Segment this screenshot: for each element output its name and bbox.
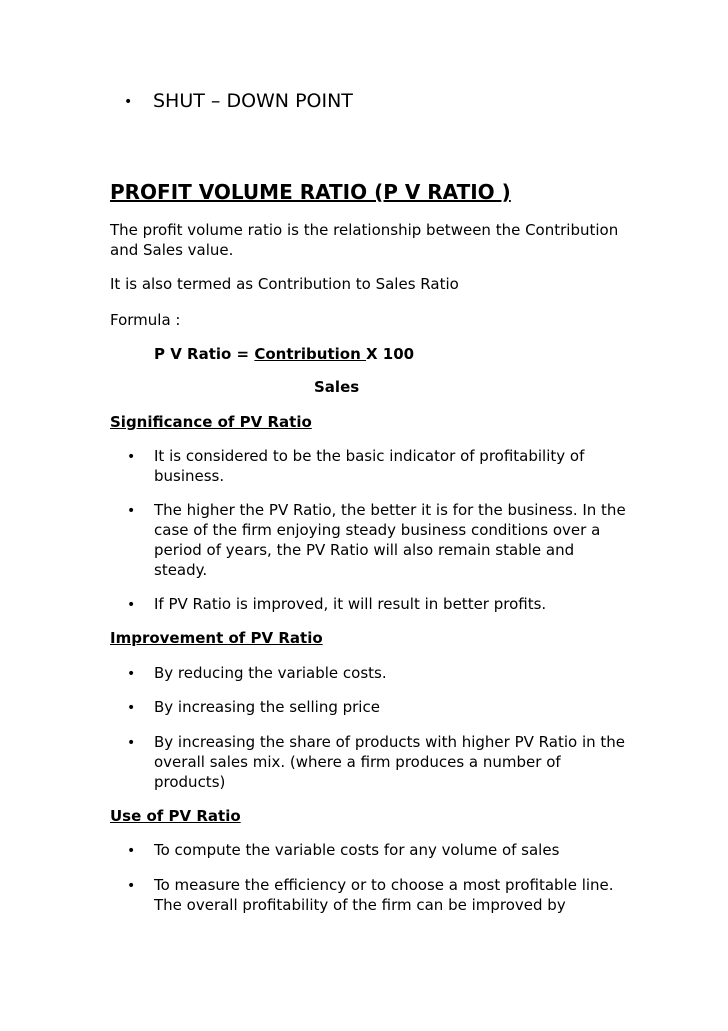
also-termed-text: It is also termed as Contribution to Sales Ratio — [110, 275, 459, 293]
list-item-line: To compute the variable costs for any volume of sales — [154, 841, 560, 859]
list-item-line: overall sales mix. (where a firm produces a number of — [154, 753, 561, 771]
page-title: PROFIT VOLUME RATIO (P V RATIO ) — [110, 180, 511, 204]
list-item-line: If PV Ratio is improved, it will result in better profits. — [154, 595, 547, 613]
bullet-icon: • — [127, 666, 136, 682]
list-item-line: The overall profitability of the firm can be improved by — [154, 896, 566, 914]
formula-multiplier: X 100 — [366, 345, 415, 363]
bullet-icon: • — [124, 94, 133, 110]
significance-heading: Significance of PV Ratio — [110, 413, 312, 431]
list-item-line: By reducing the variable costs. — [154, 664, 387, 682]
formula-numerator: Contribution — [254, 345, 366, 363]
bullet-icon: • — [127, 878, 136, 894]
formula-label: Formula : — [110, 311, 181, 329]
bullet-icon: • — [127, 503, 136, 519]
formula — [154, 344, 414, 364]
list-item-line: By increasing the share of products with higher PV Ratio in the — [154, 733, 625, 751]
intro-line-2: and Sales value. — [110, 241, 234, 259]
bullet-icon: • — [127, 843, 136, 859]
improvement-heading: Improvement of PV Ratio — [110, 629, 323, 647]
bullet-icon: • — [127, 597, 136, 613]
top-bullet-text: SHUT – DOWN POINT — [153, 90, 353, 112]
list-item-line: It is considered to be the basic indicator of profitability of — [154, 447, 585, 465]
list-item-line: steady. — [154, 561, 208, 579]
formula-denominator: Sales — [314, 378, 360, 396]
list-item-line: period of years, the PV Ratio will also remain stable and — [154, 541, 575, 559]
bullet-icon: • — [127, 700, 136, 716]
list-item-line: business. — [154, 467, 225, 485]
list-item-line: products) — [154, 773, 226, 791]
list-item-line: case of the firm enjoying steady business conditions over a — [154, 521, 601, 539]
list-item-line: To measure the efficiency or to choose a most profitable line. — [154, 876, 614, 894]
use-heading: Use of PV Ratio — [110, 807, 241, 825]
intro-line-1: The profit volume ratio is the relationship between the Contribution — [110, 221, 619, 239]
bullet-icon: • — [127, 449, 136, 465]
bullet-icon: • — [127, 735, 136, 751]
formula-lhs: P V Ratio = — [154, 345, 255, 363]
list-item-line: By increasing the selling price — [154, 698, 380, 716]
list-item-line: The higher the PV Ratio, the better it is for the business. In the — [154, 501, 626, 519]
